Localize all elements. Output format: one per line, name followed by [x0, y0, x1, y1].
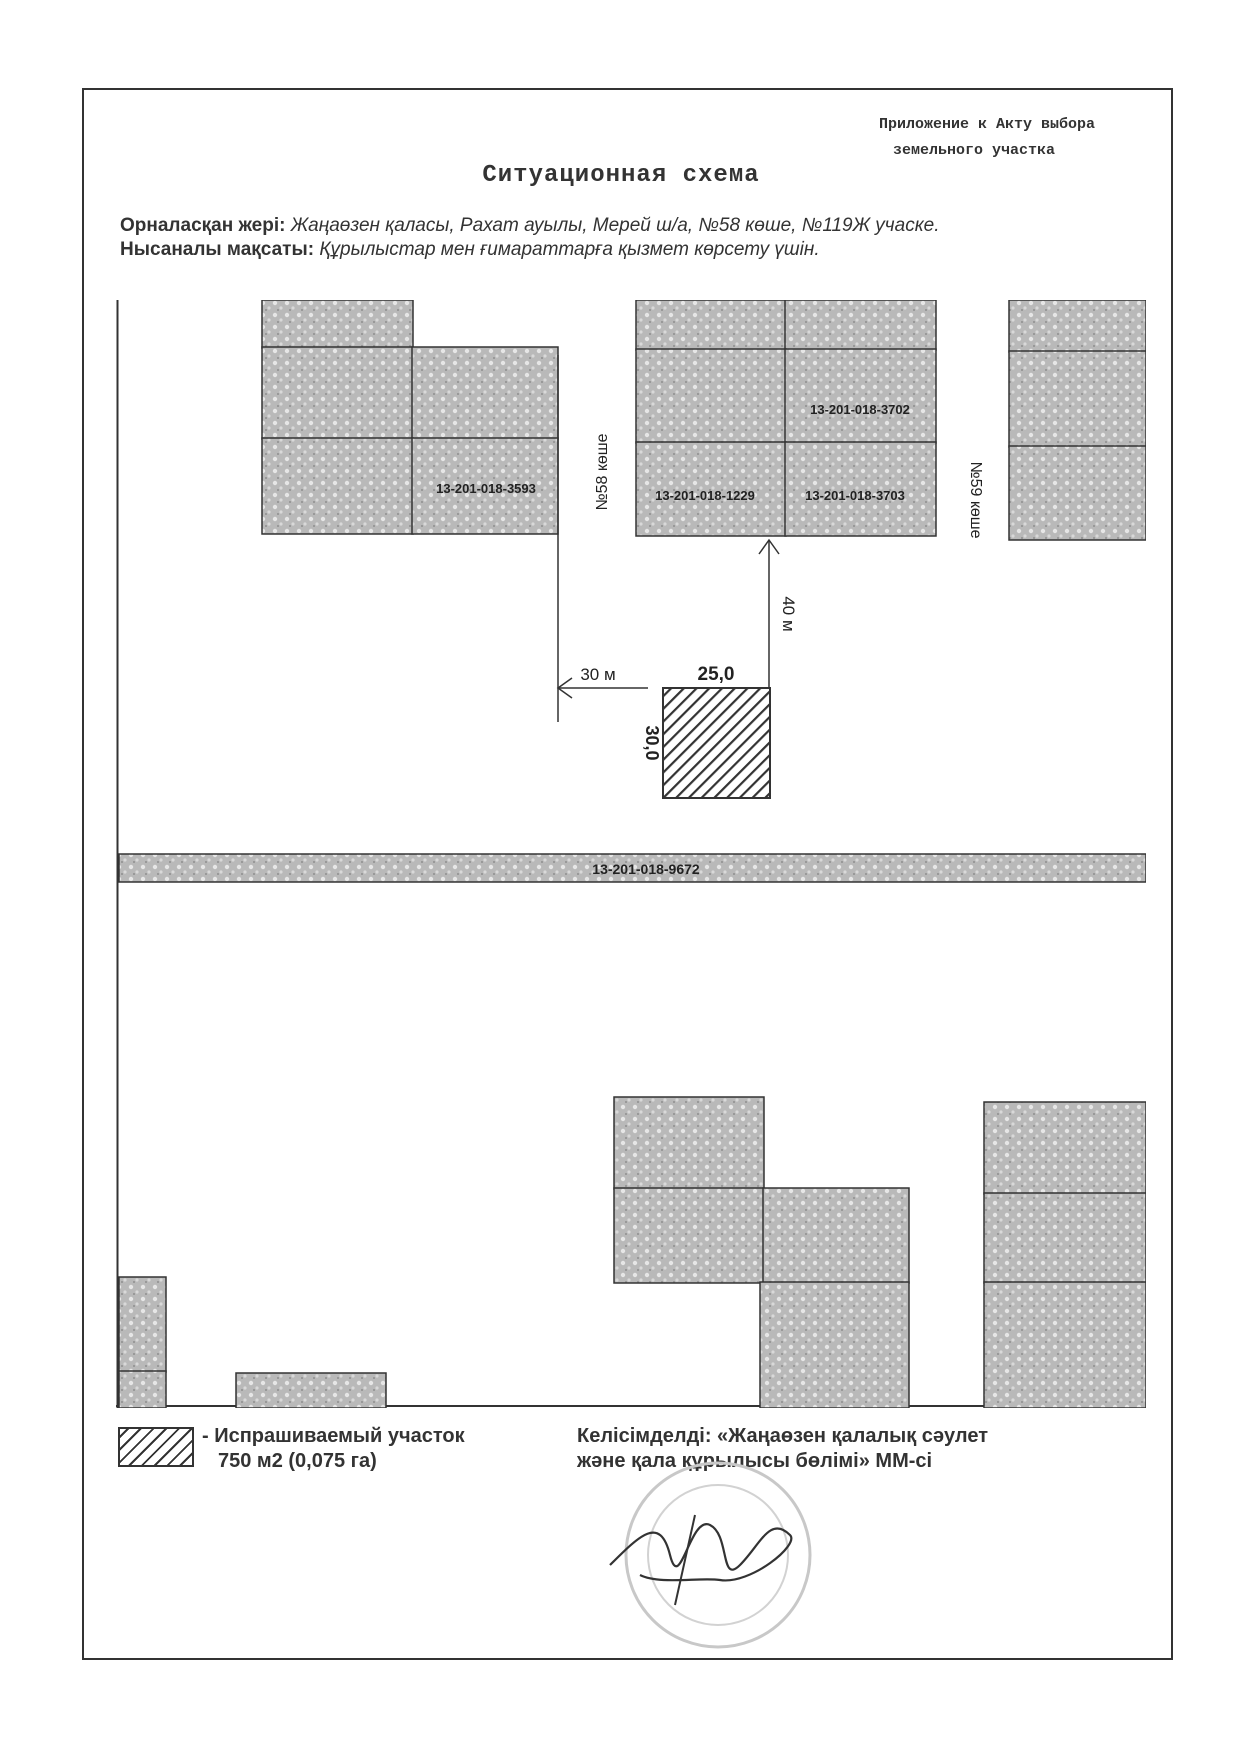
street-59-label: №59 көше: [967, 461, 984, 539]
block-top-left: [262, 300, 558, 534]
block-bottom-middle: [614, 1097, 909, 1408]
page-title: Ситуационная схема: [482, 162, 760, 189]
parcel-9672-label: 13-201-018-9672: [592, 861, 700, 877]
dist-west-label: 30 м: [580, 665, 616, 684]
legend-hatch-swatch: [118, 1427, 194, 1467]
parcel-3703-label: 13-201-018-3703: [805, 488, 905, 503]
requested-plot: [663, 688, 770, 798]
block-top-right: [1009, 300, 1146, 540]
legend-line-2: 750 м2 (0,075 га): [218, 1450, 377, 1472]
agreement-line-2: және қала құрылысы бөлімі» ММ-сі: [577, 1450, 933, 1472]
appendix-line-1: Приложение к Акту выбора: [878, 116, 1095, 133]
parcel-3702-label: 13-201-018-3702: [810, 402, 910, 417]
location-value: Жаңаөзен қаласы, Рахат ауылы, Мерей ш/а, №58 көше, №119Ж учаске.: [290, 215, 940, 236]
situation-map: [116, 300, 1146, 1408]
purpose-value: Құрылыстар мен ғимараттарға қызмет көрсету үшін.: [319, 239, 820, 260]
info-block: [120, 214, 940, 262]
block-bottom-right: [984, 1102, 1146, 1408]
dist-north-label: 40 м: [779, 596, 798, 632]
purpose-row: [120, 238, 940, 262]
plot-height-label: 30,0: [642, 725, 662, 761]
purpose-label: Нысаналы мақсаты:: [120, 239, 315, 260]
stamp-and-signature: [600, 1455, 860, 1655]
parcel-1229-label: 13-201-018-1229: [655, 488, 755, 503]
street-58-label: №58 көше: [594, 433, 611, 511]
appendix-note: [755, 112, 1095, 164]
block-bottom-left: [119, 1277, 386, 1408]
parcel-3702: [785, 349, 936, 443]
location-label: Орналасқан жері:: [120, 215, 286, 236]
parcel-3593-label: 13-201-018-3593: [436, 481, 536, 496]
appendix-line-2: земельного участка: [892, 142, 1055, 159]
map-svg: [116, 300, 1146, 1408]
plot-width-label: 25,0: [697, 664, 735, 685]
agreement-line-1: Келісімделді: «Жаңаөзен қалалық сәулет: [577, 1425, 988, 1447]
legend-text: [202, 1424, 562, 1474]
legend-line-1: - Испрашиваемый участок: [202, 1425, 465, 1447]
location-row: [120, 214, 940, 238]
